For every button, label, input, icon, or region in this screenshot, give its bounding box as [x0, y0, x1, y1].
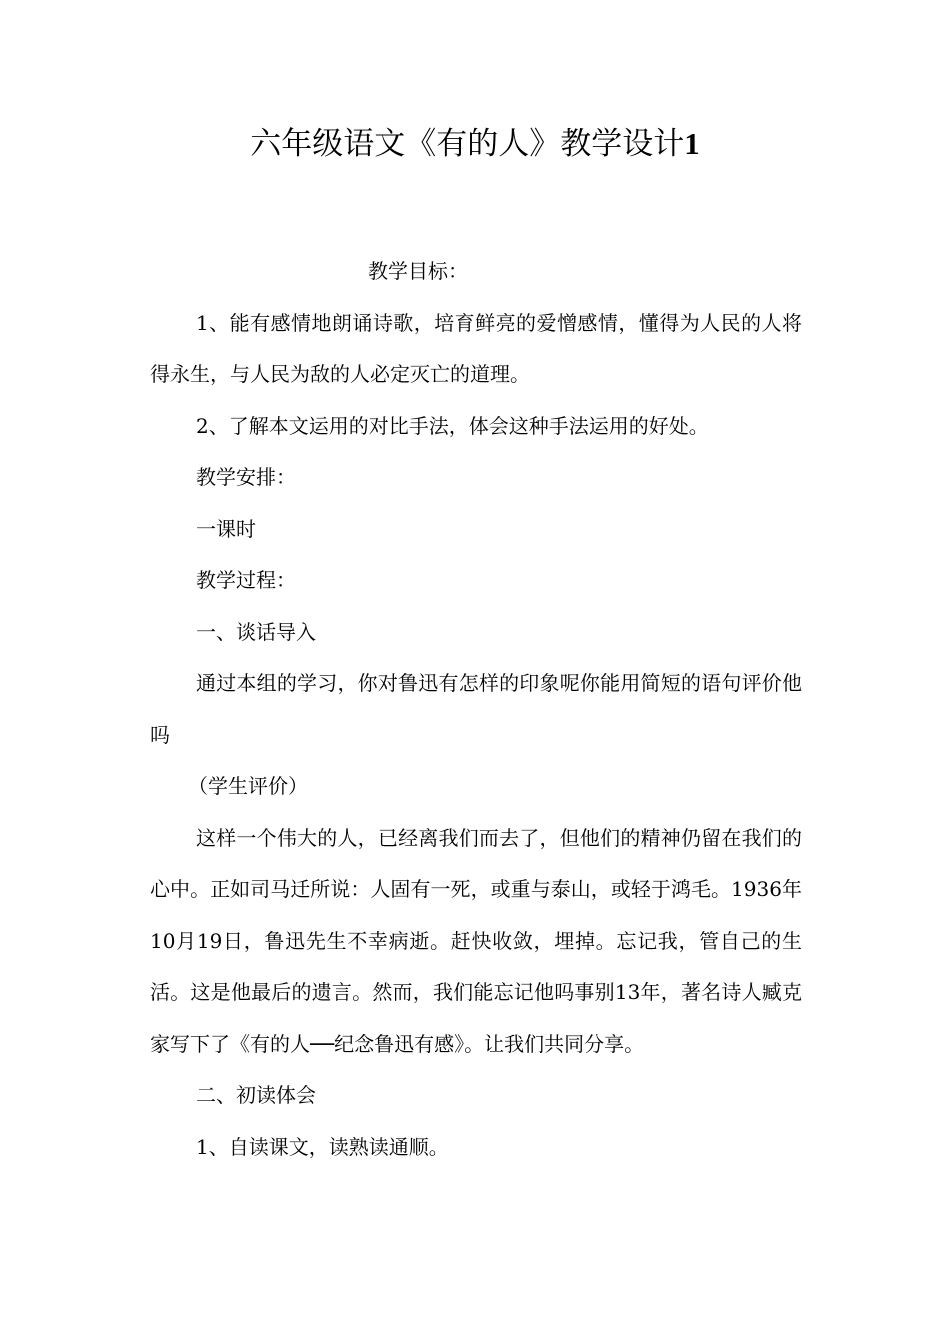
objective-item-1: 1、能有感情地朗诵诗歌，培育鲜亮的爱憎感情，懂得为人民的人将得永生，与人民为敌的人必定灭亡的道理。	[150, 310, 802, 386]
luxun-intro-paragraph: 这样一个伟大的人，已经离我们而去了，但他们的精神仍留在我们的心中。正如司马迁所说：人固有一死，或重与泰山，或轻于鸿毛。1936年10月19日，鲁迅先生不幸病逝。赶快收敛，埋掉。忘记我，管自己的生活。这是他最后的遗言。然而，我们能忘记他吗事别13年，著名诗人臧克家写下了《有的人──纪念鲁迅有感》。让我们共同分享。	[150, 825, 802, 1056]
document-title	[0, 118, 950, 170]
intro-question-paragraph: 通过本组的学习，你对鲁迅有怎样的印象呢你能用简短的语句评价他吗	[150, 671, 802, 747]
document-body	[150, 246, 802, 1173]
title-text: 六年级语文《有的人》教学设计	[250, 126, 685, 162]
process-step-2-heading: 二、初读体会	[196, 1083, 316, 1107]
section-heading-process: 教学过程：	[196, 568, 296, 592]
title-number: 1	[684, 126, 700, 161]
section-heading-objectives: 教学目标：	[368, 259, 468, 283]
student-evaluation-note: （学生评价）	[188, 774, 308, 798]
objective-item-2: 2、了解本文运用的对比手法，体会这种手法运用的好处。	[196, 413, 709, 438]
reading-task-1: 1、自读课文，读熟读通顺。	[196, 1134, 449, 1159]
process-step-1-heading: 一、谈话导入	[196, 619, 316, 644]
section-heading-arrangement: 教学安排：	[196, 465, 296, 489]
arrangement-text: 一课时	[196, 516, 256, 541]
